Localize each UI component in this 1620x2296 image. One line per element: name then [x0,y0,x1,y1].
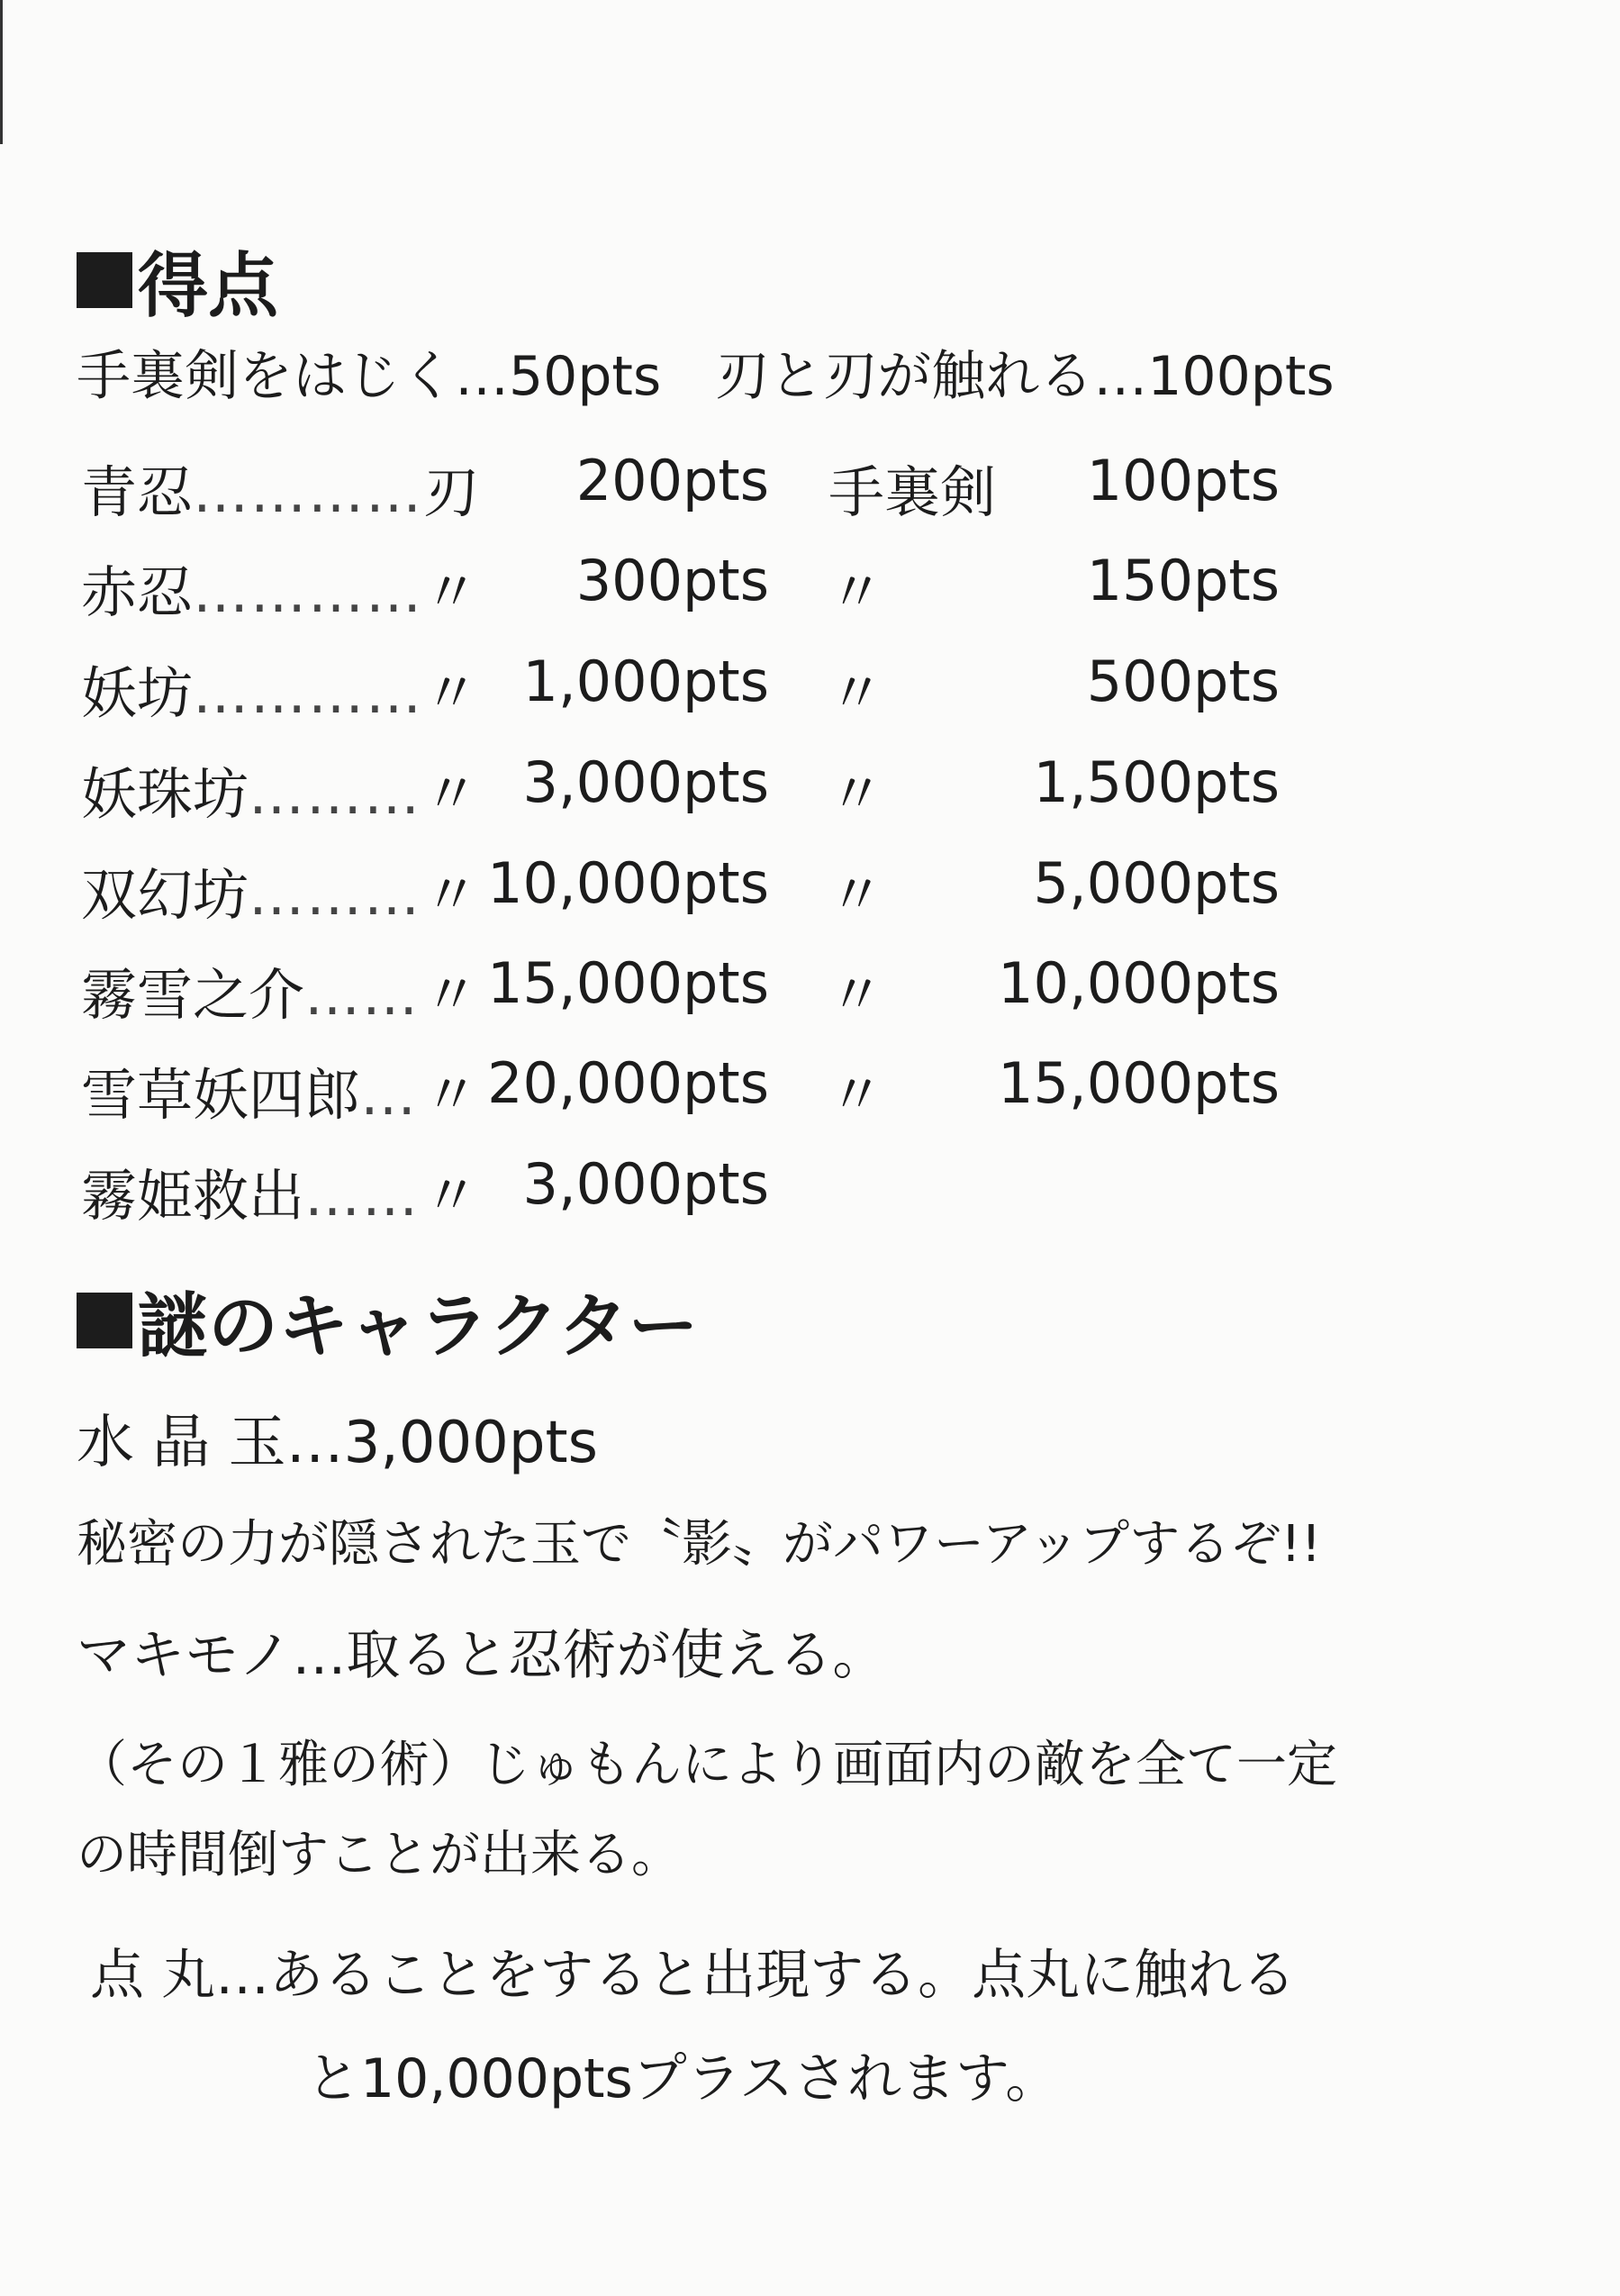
score-row [0,850,1620,931]
points-1: 200pts [575,448,769,513]
attack-type-2: 〃 [828,660,885,726]
points-2: 100pts [1086,448,1280,513]
enemy-name-text: 妖坊 [81,660,194,726]
leader-dots: …… [304,1163,421,1229]
heading-bullet-icon [77,252,132,308]
points-2: 10,000pts [998,950,1280,1016]
leader-dots: ………… [193,660,424,726]
enemy-name [81,649,423,729]
enemy-name [81,548,423,628]
points-1: 3,000pts [522,749,769,815]
points-1: 15,000pts [487,950,769,1016]
scroll-description-1: （その１雅の術）じゅもんにより画面内の敵を全て一定 [77,1736,1337,1794]
tenmaru-line-2: と10,000ptsプラスされます。 [306,2047,1060,2110]
attack-type-2: 〃 [828,559,885,625]
attack-type-1: 〃 [423,761,480,827]
points-2: 150pts [1086,548,1280,613]
attack-type-1: 〃 [423,1062,480,1128]
heading-bullet-icon [77,1293,132,1348]
enemy-name [81,1050,418,1130]
attack-type-2: 〃 [828,862,885,928]
score-row [0,448,1620,529]
scroll-description-2: の時間倒すことが出来る。 [77,1826,682,1884]
page-edge-mark [0,0,3,144]
score-row [0,649,1620,730]
crystal-line: 水 晶 玉…3,000pts [77,1410,598,1476]
attack-type-2: 手裏剣 [828,459,997,525]
score-row [0,1050,1620,1131]
leader-dots: ……… [249,761,422,827]
points-2: 5,000pts [1033,850,1280,916]
points-1: 20,000pts [487,1050,769,1116]
leader-dots: …… [304,962,421,1028]
attack-type-1: 〃 [423,962,480,1028]
crystal-description: 秘密の力が隠された玉で〝影〟がパワーアップするぞ!! [77,1515,1322,1574]
attack-type-1: 〃 [423,1163,480,1229]
enemy-name-text: 赤忍 [81,559,194,625]
score-row [0,950,1620,1031]
enemy-name-text: 妖珠坊 [81,761,249,827]
score-row [0,1151,1620,1232]
enemy-name-text: 青忍 [81,459,194,525]
attack-type-1: 〃 [423,660,480,726]
score-row [0,749,1620,830]
leader-dots: ………… [193,559,424,625]
leader-dots: … [360,1062,419,1128]
score-heading-text: 得点 [138,246,279,327]
attack-type-2: 〃 [828,962,885,1028]
points-1: 1,000pts [522,649,769,714]
mystery-heading-text: 謎のキャラクター [138,1286,699,1367]
score-intro: 手裏剣をはじく…50pts 刃と刃が触れる…100pts [77,345,1335,408]
attack-type-1: 〃 [423,862,480,928]
attack-type-2: 〃 [828,761,885,827]
scroll-line: マキモノ…取ると忍術が使える。 [77,1624,887,1687]
score-row [0,548,1620,629]
enemy-name-text: 雪草妖四郎 [81,1062,361,1128]
points-1: 300pts [575,548,769,613]
enemy-name [81,448,423,528]
leader-dots: ………… [193,459,424,525]
attack-type-2: 〃 [828,1062,885,1128]
mystery-heading [77,1270,698,1371]
enemy-name-text: 双幻坊 [81,862,249,928]
points-1: 3,000pts [522,1151,769,1217]
enemy-name [81,850,421,930]
attack-type-1: 〃 [423,559,480,625]
points-2: 15,000pts [998,1050,1280,1116]
points-2: 500pts [1086,649,1280,714]
points-1: 10,000pts [487,850,769,916]
score-heading [77,230,278,331]
attack-type-1: 刃 [423,459,480,525]
leader-dots: ……… [249,862,422,928]
enemy-name [81,1151,420,1231]
enemy-name [81,950,420,1030]
enemy-name-text: 霧雪之介 [81,962,305,1028]
enemy-name [81,749,421,830]
tenmaru-line-1: 点 丸…あることをすると出現する。点丸に触れる [90,1944,1297,2007]
points-2: 1,500pts [1033,749,1280,815]
enemy-name-text: 霧姫救出 [81,1163,305,1229]
